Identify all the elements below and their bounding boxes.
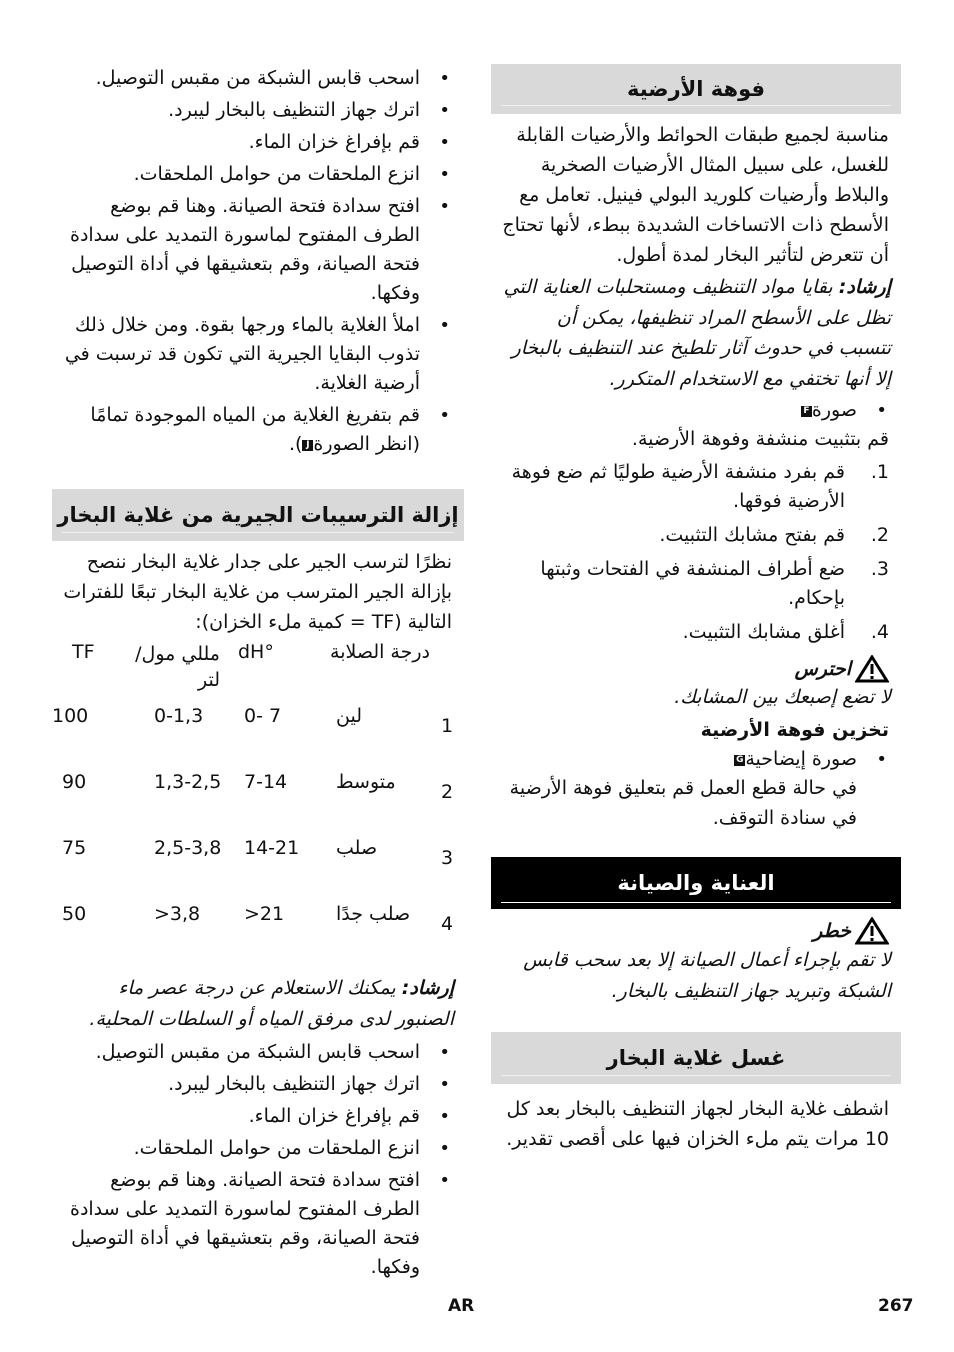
rinse-heading xyxy=(491,1032,901,1084)
table-cell: صلب جدًا xyxy=(336,903,411,925)
page-number: 267 xyxy=(878,1296,914,1316)
storage-list xyxy=(491,745,901,774)
right-column xyxy=(491,58,901,1154)
care-heading xyxy=(491,857,901,909)
hint-text: يمكنك الاستعلام عن درجة عصر ماء الصنبور لدى مرفق المياه أو السلطات المحلية. xyxy=(89,977,454,1030)
figure-g-icon: G xyxy=(736,755,744,765)
list-item: • قم بإفراغ خزان الماء. xyxy=(52,1102,464,1131)
table-row xyxy=(52,701,464,767)
step-text: ضع أطراف المنشفة في الفتحات وثبتها بإحكام. xyxy=(540,558,845,609)
table-row xyxy=(52,899,464,965)
table-row xyxy=(52,833,464,899)
hint-text: بقايا مواد التنظيف ومستحلبات العناية التي تظل على الأسطح المراد تنظيفها، يمكن أن تتسبب في حدوث آثار تلطيخ عند التنظيف بالبخار إلا أنها تختفي مع الاستخدام المتكرر. xyxy=(503,276,891,390)
empty-boiler-end: ). xyxy=(288,433,303,455)
storage-title: تخزين فوهة الأرضية xyxy=(700,719,889,741)
hint-label: إرشاد: xyxy=(401,977,454,999)
table-cell: >21 xyxy=(244,903,285,925)
table-cell: 0-1,3 xyxy=(154,705,204,727)
danger-text: لا تقم بإجراء أعمال الصيانة إلا بعد سحب قابس الشبكة وتبريد جهاز التنظيف بالبخار. xyxy=(523,949,891,1002)
step-text: قم بفتح مشابك التثبيت. xyxy=(659,524,845,546)
list-item xyxy=(52,401,464,459)
figure-bullet-label: صورة xyxy=(811,399,857,421)
descale-heading xyxy=(52,489,464,541)
table-cell: 90 xyxy=(62,771,87,793)
floor-nozzle-title: فوهة الأرضية xyxy=(626,77,766,101)
step-text: قم بفرد منشفة الأرضية طوليًا ثم ضع فوهة الأرضية فوقها. xyxy=(511,461,845,512)
table-cell: 7-14 xyxy=(244,771,288,793)
danger-heading xyxy=(491,917,901,945)
table-cell: صلب xyxy=(336,837,378,859)
table-header: TF xyxy=(72,641,95,663)
step-number: 3. xyxy=(870,558,889,580)
step-item xyxy=(491,618,901,647)
table-cell: متوسط xyxy=(336,771,396,793)
figure-list xyxy=(491,396,901,425)
caution-label: احترس xyxy=(794,658,851,680)
hardness-table xyxy=(52,641,464,965)
table-cell: 100 xyxy=(52,705,89,727)
step-number: 2. xyxy=(870,524,889,546)
figure-bullet xyxy=(491,396,901,425)
list-item: • اترك جهاز التنظيف بالبخار ليبرد. xyxy=(52,96,464,125)
list-item: • قم بإفراغ خزان الماء. xyxy=(52,128,464,157)
table-cell: 2 xyxy=(440,781,454,803)
descale-title: إزالة الترسيبات الجيرية من غلاية البخار xyxy=(57,503,459,527)
table-cell: 14-21 xyxy=(244,837,300,859)
table-cell: 75 xyxy=(62,837,87,859)
table-cell: 1 xyxy=(440,715,454,737)
floor-hint xyxy=(491,272,901,394)
footer-language: AR xyxy=(448,1296,475,1316)
table-cell: 4 xyxy=(440,913,454,935)
table-cell: 0- 7 xyxy=(244,705,282,727)
figure-j-icon: J xyxy=(302,440,313,451)
table-header-row xyxy=(52,641,464,701)
list-item: • اسحب قابس الشبكة من مقبس التوصيل. xyxy=(52,64,464,93)
table-cell: 2,5-3,8 xyxy=(154,837,222,859)
caution-text: لا تضع إصبعك بين المشابك. xyxy=(674,686,891,708)
storage-bullet xyxy=(491,745,901,774)
table-cell: لين xyxy=(336,705,362,727)
list-item: • انزع الملحقات من حوامل الملحقات. xyxy=(52,1134,464,1163)
step-number: 4. xyxy=(870,621,889,643)
rinse-title: غسل غلاية البخار xyxy=(606,1046,786,1070)
empty-boiler-text: قم بتفريغ الغلاية من المياه الموجودة تمامًا (انظر الصورة xyxy=(90,404,420,455)
step-number: 1. xyxy=(870,461,889,483)
table-header: مللي مول/ لتر xyxy=(135,643,220,691)
storage-bullet-label: صورة إيضاحية xyxy=(745,748,857,770)
table-cell: 3 xyxy=(440,847,454,869)
figure-f-icon: F xyxy=(801,406,812,417)
list-item: • انزع الملحقات من حوامل الملحقات. xyxy=(52,160,464,189)
warning-triangle-icon xyxy=(855,655,889,683)
caution-heading xyxy=(491,655,901,683)
storage-text: في حالة قطع العمل قم بتعليق فوهة الأرضية في سنادة التوقف. xyxy=(509,777,857,829)
hardness-hint xyxy=(52,973,464,1034)
list-item: • افتح سدادة فتحة الصيانة. وهنا قم بوضع الطرف المفتوح لماسورة التمديد على سدادة فتحة الصيانة، وقم بتعشيقها في أداة التوصيل وفكها. xyxy=(52,1166,464,1282)
mount-text: قم بتثبيت منشفة وفوهة الأرضية. xyxy=(631,428,889,450)
preparation-list xyxy=(52,64,464,459)
step-text: أغلق مشابك التثبيت. xyxy=(682,621,845,643)
mount-steps xyxy=(491,458,901,647)
descale-steps-list xyxy=(52,1038,464,1282)
floor-nozzle-heading xyxy=(491,64,901,114)
care-title: العناية والصيانة xyxy=(617,871,775,895)
list-item: • املأ الغلاية بالماء ورجها بقوة. ومن خلال ذلك تذوب البقايا الجيرية التي تكون قد ترسبت في أرضية الغلاية. xyxy=(52,311,464,398)
table-cell: >3,8 xyxy=(154,903,201,925)
list-item: • اسحب قابس الشبكة من مقبس التوصيل. xyxy=(52,1038,464,1067)
warning-triangle-icon xyxy=(855,917,889,945)
list-item: • افتح سدادة فتحة الصيانة. وهنا قم بوضع الطرف المفتوح لماسورة التمديد على سدادة فتحة الصيانة، وقم بتعشيقها في أداة التوصيل وفكها. xyxy=(52,192,464,308)
table-cell: 50 xyxy=(62,903,87,925)
table-row xyxy=(52,767,464,833)
step-item xyxy=(491,555,901,613)
left-column xyxy=(52,58,464,1285)
table-header: درجة الصلابة xyxy=(330,641,430,663)
step-item xyxy=(491,521,901,550)
list-item: • اترك جهاز التنظيف بالبخار ليبرد. xyxy=(52,1070,464,1099)
hint-label: إرشاد: xyxy=(838,276,891,298)
rinse-text: اشطف غلاية البخار لجهاز التنظيف بالبخار بعد كل 10 مرات يتم ملء الخزان فيها على أقصى تقدير. xyxy=(506,1098,889,1150)
step-item xyxy=(491,458,901,516)
table-header xyxy=(430,641,464,701)
floor-nozzle-text: مناسبة لجميع طبقات الحوائط والأرضيات القابلة للغسل، على سبيل المثال الأرضيات الصخرية والبلاط وأرضيات كلوريد البولي فينيل. تعامل مع الأسطح ذات الاتساخات الشديدة ببطء، لأنها تحتاج أن تتعرض لتأثير البخار لمدة أطول. xyxy=(502,124,889,266)
danger-label: خطر xyxy=(813,920,851,942)
descale-text: نظرًا لترسب الجير على جدار غلاية البخار ننصح بإزالة الجير المترسب من غلاية البخار تبعًا للفترات التالية (TF = كمية ملء الخزان): xyxy=(63,551,452,633)
table-header: °dH xyxy=(238,641,274,663)
table-cell: 1,3-2,5 xyxy=(154,771,222,793)
